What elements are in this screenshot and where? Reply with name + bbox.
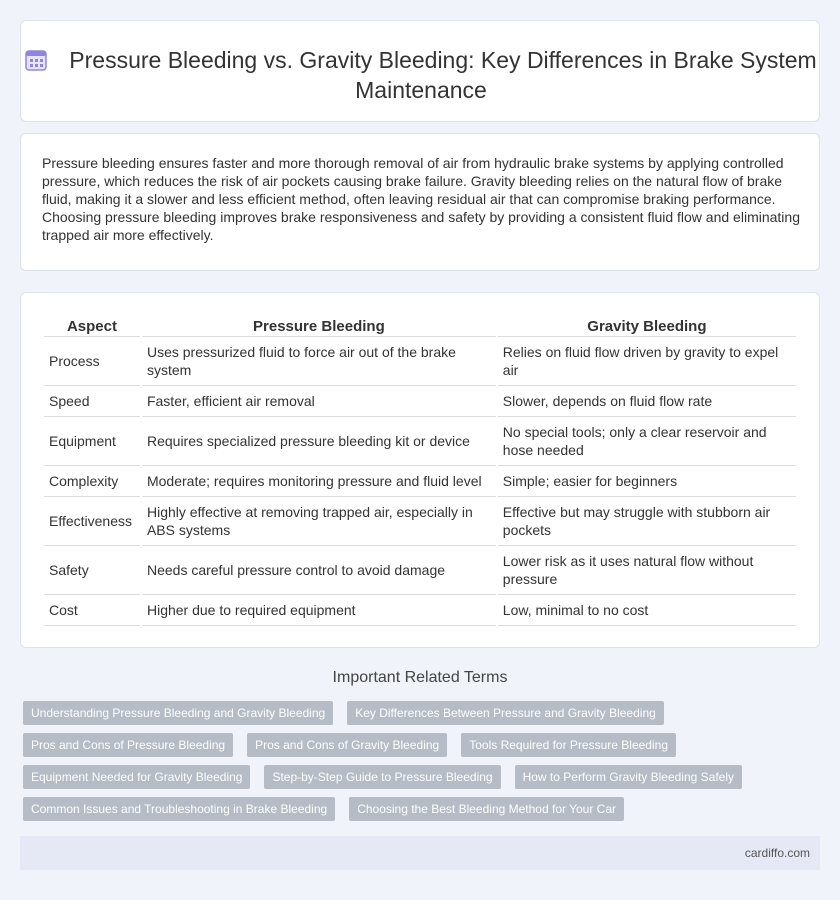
tag-row <box>23 797 803 829</box>
aspect-cell: Equipment <box>44 417 140 466</box>
pressure-cell: Uses pressurized fluid to force air out of the brake system <box>142 337 496 386</box>
related-term-link[interactable]: Common Issues and Troubleshooting in Brake Bleeding <box>23 797 335 821</box>
footer <box>20 836 820 870</box>
table-row <box>44 417 796 466</box>
tag-row <box>23 733 803 765</box>
aspect-cell: Process <box>44 337 140 386</box>
page-title-block <box>21 45 821 105</box>
gravity-cell: Relies on fluid flow driven by gravity to expel air <box>498 337 796 386</box>
related-term-link[interactable]: Choosing the Best Bleeding Method for Your Car <box>349 797 624 821</box>
aspect-cell: Safety <box>44 546 140 595</box>
tag-row <box>23 765 803 797</box>
related-terms-heading: Important Related Terms <box>332 669 508 686</box>
summary-text: Pressure bleeding ensures faster and more thorough removal of air from hydraulic brake systems by applying controlled pressure, which reduces the risk of air pockets causing brake failure. Gravity bleeding relies on the natural flow of brake fluid, making it a slower and less efficient method, often leaving residual air that can compromise braking performance. Choosing pressure bleeding improves brake responsiveness and safety by providing a consistent fluid flow and eliminating trapped air more effectively. <box>42 155 800 243</box>
related-term-link[interactable]: How to Perform Gravity Bleeding Safely <box>515 765 742 789</box>
related-term-link[interactable]: Equipment Needed for Gravity Bleeding <box>23 765 250 789</box>
table-row <box>44 386 796 417</box>
gravity-cell: Low, minimal to no cost <box>498 595 796 626</box>
page-title: Pressure Bleeding vs. Gravity Bleeding: Key Differences in Brake System Maintenance <box>69 47 817 103</box>
header-aspect: Aspect <box>44 316 140 337</box>
related-term-link[interactable]: Step-by-Step Guide to Pressure Bleeding <box>264 765 500 789</box>
table-header-row <box>44 316 796 337</box>
table-row <box>44 546 796 595</box>
pressure-cell: Requires specialized pressure bleeding kit or device <box>142 417 496 466</box>
title-card <box>20 20 820 122</box>
related-term-link[interactable]: Pros and Cons of Pressure Bleeding <box>23 733 233 757</box>
related-terms-list <box>23 701 803 829</box>
table-row <box>44 466 796 497</box>
pressure-cell: Needs careful pressure control to avoid damage <box>142 546 496 595</box>
related-term-link[interactable]: Understanding Pressure Bleeding and Gravity Bleeding <box>23 701 333 725</box>
aspect-cell: Complexity <box>44 466 140 497</box>
table-row <box>44 337 796 386</box>
gravity-cell: Effective but may struggle with stubborn air pockets <box>498 497 796 546</box>
header-gravity-bleeding: Gravity Bleeding <box>498 316 796 337</box>
pressure-cell: Higher due to required equipment <box>142 595 496 626</box>
aspect-cell: Speed <box>44 386 140 417</box>
summary-card <box>20 133 820 271</box>
related-term-link[interactable]: Pros and Cons of Gravity Bleeding <box>247 733 447 757</box>
gravity-cell: Simple; easier for beginners <box>498 466 796 497</box>
comparison-table <box>42 316 798 626</box>
footer-site[interactable]: cardiffo.com <box>744 846 810 860</box>
tag-row <box>23 701 803 733</box>
gravity-cell: No special tools; only a clear reservoir and hose needed <box>498 417 796 466</box>
related-term-link[interactable]: Key Differences Between Pressure and Gravity Bleeding <box>347 701 664 725</box>
table-row <box>44 497 796 546</box>
gravity-cell: Slower, depends on fluid flow rate <box>498 386 796 417</box>
aspect-cell: Effectiveness <box>44 497 140 546</box>
aspect-cell: Cost <box>44 595 140 626</box>
gravity-cell: Lower risk as it uses natural flow without pressure <box>498 546 796 595</box>
calendar-grid-icon <box>25 49 47 71</box>
header-pressure-bleeding: Pressure Bleeding <box>142 316 496 337</box>
pressure-cell: Faster, efficient air removal <box>142 386 496 417</box>
pressure-cell: Highly effective at removing trapped air, especially in ABS systems <box>142 497 496 546</box>
related-term-link[interactable]: Tools Required for Pressure Bleeding <box>461 733 676 757</box>
table-row <box>44 595 796 626</box>
comparison-card <box>20 292 820 648</box>
pressure-cell: Moderate; requires monitoring pressure and fluid level <box>142 466 496 497</box>
